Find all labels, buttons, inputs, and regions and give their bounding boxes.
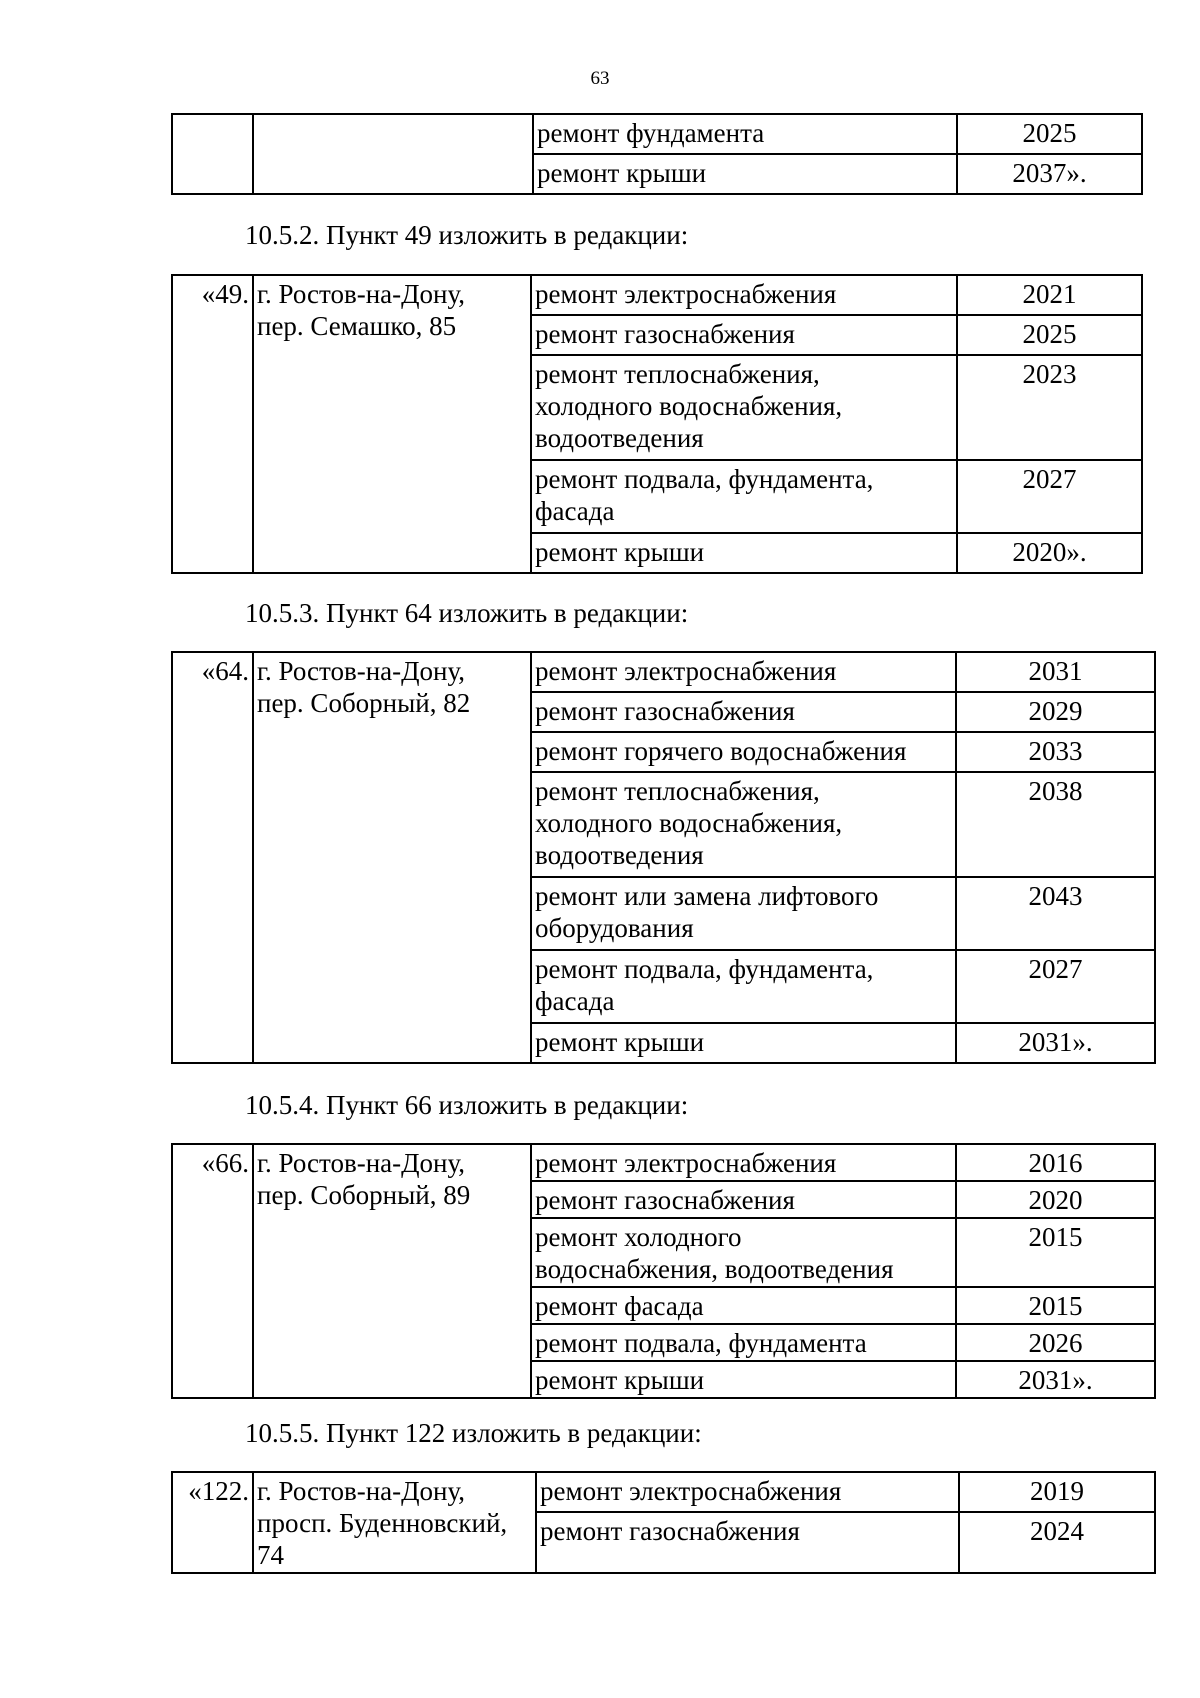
address-line: г. Ростов-на-Дону, <box>257 656 466 686</box>
address-line: просп. Буденновский, <box>257 1508 508 1538</box>
work-cell <box>531 275 957 315</box>
work-line: водоотведения <box>535 840 704 870</box>
year-cell: 2024 <box>959 1512 1155 1573</box>
table-row <box>172 652 1155 692</box>
year-cell: 2031 <box>956 652 1155 692</box>
section-table <box>171 1471 1156 1574</box>
year-cell: 2027 <box>956 950 1155 1023</box>
work-line: ремонт газоснабжения <box>535 319 795 349</box>
section-heading: 10.5.2. Пункт 49 изложить в редакции: <box>245 220 689 250</box>
work-line: ремонт электроснабжения <box>535 656 837 686</box>
work-line: оборудования <box>535 913 694 943</box>
table-row <box>172 1472 1155 1512</box>
work-cell <box>531 692 956 732</box>
year-cell: 2015 <box>956 1287 1155 1324</box>
work-cell <box>531 355 957 460</box>
work-line: ремонт или замена лифтового <box>535 881 879 911</box>
work-line: ремонт электроснабжения <box>535 1148 837 1178</box>
work-cell <box>531 1218 956 1287</box>
work-line: ремонт подвала, фундамента, <box>535 464 874 494</box>
year-cell: 2025 <box>957 315 1142 355</box>
item-number: «122. <box>172 1472 253 1573</box>
item-number: «66. <box>172 1144 253 1398</box>
work-line: ремонт фасада <box>535 1291 704 1321</box>
work-cell <box>531 1023 956 1063</box>
year-cell: 2031». <box>956 1023 1155 1063</box>
work-line: ремонт крыши <box>535 537 705 567</box>
work-line: холодного водоснабжения, <box>535 391 843 421</box>
work-cell <box>531 772 956 877</box>
year-cell: 2023 <box>957 355 1142 460</box>
year-cell: 2021 <box>957 275 1142 315</box>
address-line: пер. Соборный, 82 <box>257 688 471 718</box>
work-line: ремонт электроснабжения <box>535 279 837 309</box>
year-cell: 2043 <box>956 877 1155 950</box>
address-cell <box>253 114 533 194</box>
section-table <box>171 1143 1156 1399</box>
table-row <box>172 114 1142 154</box>
address-line: г. Ростов-на-Дону, <box>257 1476 466 1506</box>
address-cell <box>253 1472 536 1573</box>
section-heading: 10.5.4. Пункт 66 изложить в редакции: <box>245 1090 689 1120</box>
table-row <box>172 1144 1155 1181</box>
work-line: водоотведения <box>535 423 704 453</box>
address-cell <box>253 275 531 573</box>
work-line: ремонт теплоснабжения, <box>535 359 820 389</box>
work-cell <box>531 652 956 692</box>
work-cell <box>531 1144 956 1181</box>
work-cell <box>531 1324 956 1361</box>
address-line: 74 <box>257 1540 284 1570</box>
work-line: холодного водоснабжения, <box>535 808 843 838</box>
work-cell <box>531 1287 956 1324</box>
work-cell <box>531 950 956 1023</box>
work-cell: ремонт фундамента <box>533 114 957 154</box>
page-number: 63 <box>590 68 610 89</box>
year-cell: 2020 <box>956 1181 1155 1218</box>
section-heading: 10.5.3. Пункт 64 изложить в редакции: <box>245 598 689 628</box>
number-cell <box>172 114 253 194</box>
address-line: г. Ростов-на-Дону, <box>257 1148 466 1178</box>
work-line: ремонт крыши <box>535 1027 705 1057</box>
work-cell <box>531 460 957 533</box>
work-cell <box>531 732 956 772</box>
section-table <box>171 274 1143 574</box>
work-line: водоснабжения, водоотведения <box>535 1254 894 1284</box>
work-cell <box>536 1472 959 1512</box>
item-number: «49. <box>172 275 253 573</box>
address-line: пер. Соборный, 89 <box>257 1180 471 1210</box>
work-line: ремонт газоснабжения <box>535 696 795 726</box>
year-cell: 2033 <box>956 732 1155 772</box>
work-line: ремонт электроснабжения <box>540 1476 842 1506</box>
year-cell: 2016 <box>956 1144 1155 1181</box>
work-cell <box>531 1361 956 1398</box>
address-cell <box>253 1144 531 1398</box>
year-cell: 2025 <box>957 114 1142 154</box>
table-row <box>172 275 1142 315</box>
work-line: ремонт подвала, фундамента, <box>535 954 874 984</box>
work-line: ремонт газоснабжения <box>535 1185 795 1215</box>
year-cell: 2029 <box>956 692 1155 732</box>
work-line: фасада <box>535 496 615 526</box>
work-line: ремонт газоснабжения <box>540 1516 800 1546</box>
work-cell <box>531 315 957 355</box>
address-line: пер. Семашко, 85 <box>257 311 457 341</box>
work-cell <box>531 877 956 950</box>
item-number: «64. <box>172 652 253 1063</box>
work-line: ремонт теплоснабжения, <box>535 776 820 806</box>
year-cell: 2019 <box>959 1472 1155 1512</box>
work-cell: ремонт крыши <box>533 154 957 194</box>
work-cell <box>536 1512 959 1573</box>
address-cell <box>253 652 531 1063</box>
work-line: фасада <box>535 986 615 1016</box>
year-cell: 2038 <box>956 772 1155 877</box>
year-cell: 2027 <box>957 460 1142 533</box>
work-line: ремонт горячего водоснабжения <box>535 736 907 766</box>
section-table <box>171 651 1156 1064</box>
year-cell: 2026 <box>956 1324 1155 1361</box>
section-heading: 10.5.5. Пункт 122 изложить в редакции: <box>245 1418 702 1448</box>
work-cell <box>531 1181 956 1218</box>
work-line: ремонт холодного <box>535 1222 742 1252</box>
year-cell: 2037». <box>957 154 1142 194</box>
year-cell: 2031». <box>956 1361 1155 1398</box>
work-line: ремонт подвала, фундамента <box>535 1328 867 1358</box>
work-line: ремонт крыши <box>535 1365 705 1395</box>
work-cell <box>531 533 957 573</box>
year-cell: 2015 <box>956 1218 1155 1287</box>
address-line: г. Ростов-на-Дону, <box>257 279 466 309</box>
continuation-table <box>171 113 1143 195</box>
year-cell: 2020». <box>957 533 1142 573</box>
